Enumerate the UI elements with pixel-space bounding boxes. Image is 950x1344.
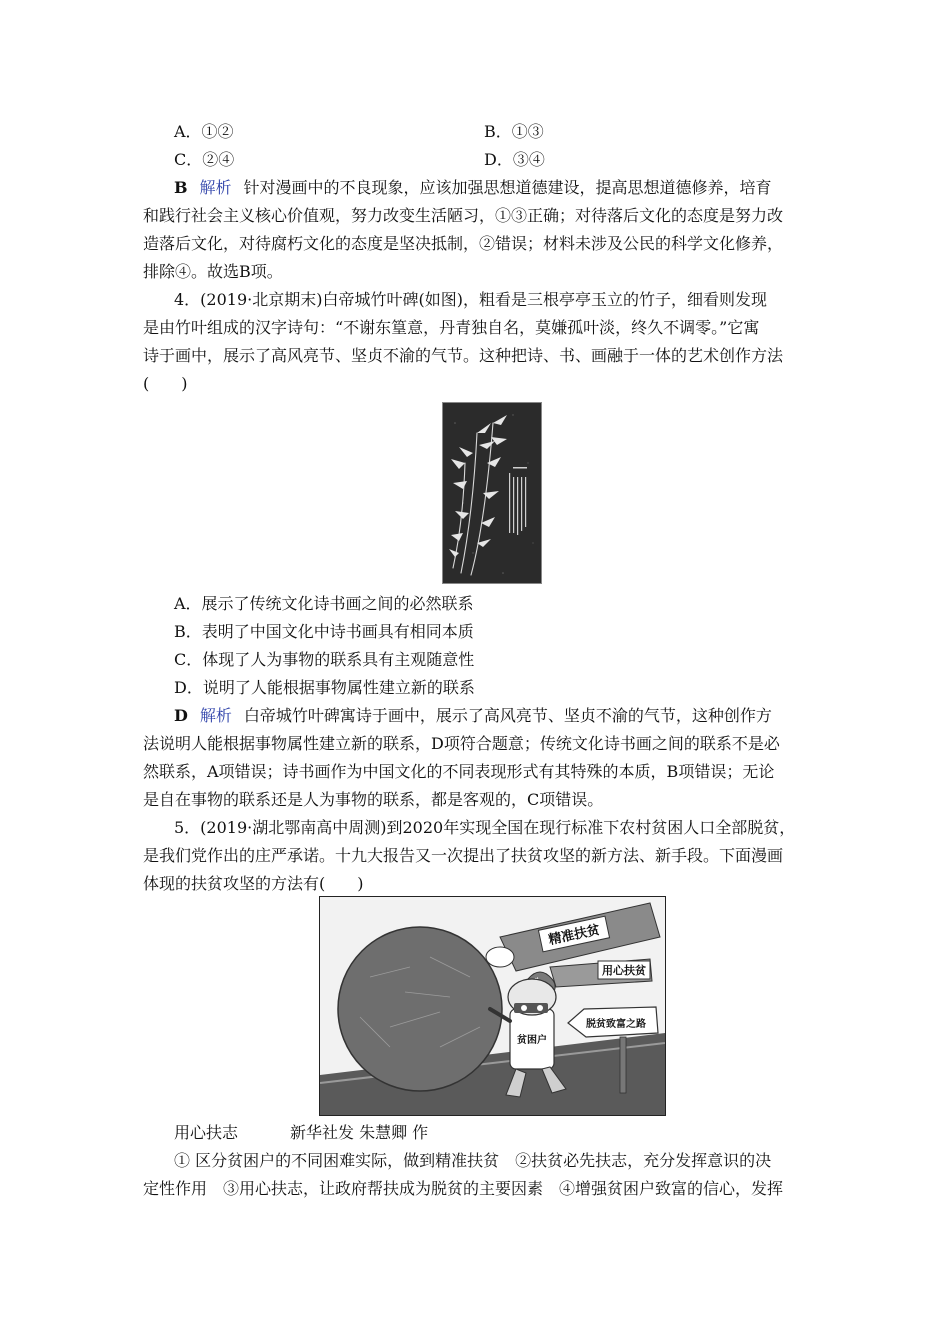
cartoon-caption-author: 新华社发 朱慧卿 作 [290,1123,429,1142]
q4-answer: D [174,706,188,725]
q4-analysis-text: 白帝城竹叶碑寓诗于画中，展示了高风亮节、坚贞不渝的气节，这种创作方 [243,706,772,725]
q3-analysis-text: 针对漫画中的不良现象，应该加强思想道德建设，提高思想道德修养，培育 [243,178,772,197]
q4-stem-line-4: ( ) [143,374,188,393]
q4-analysis-line-2: 法说明人能根据事物属性建立新的联系，D项符合题意；传统文化诗书画之间的联系不是必 [143,734,780,753]
cartoon-caption-title: 用心扶志 [174,1123,239,1142]
q4-stem-line-2: 是由竹叶组成的汉字诗句：“不谢东篁意，丹青独自名，莫嫌孤叶淡，终久不调零。”它寓 [143,318,760,337]
q3-analysis-line-3: 造落后文化，对待腐朽文化的态度是坚决抵制，②错误；材料未涉及公民的科学文化修养， [143,234,784,253]
bamboo-stele-image [442,402,542,584]
poverty-cartoon-drawing [320,897,665,1115]
q3-answer: B [174,178,188,197]
poverty-cartoon-image [319,896,666,1116]
q3-option-c: C．②④ [174,150,235,169]
q5-items-line-2: 定性作用 ③用心扶志，让政府帮扶成为脱贫的主要因素 ④增强贫困户致富的信心，发挥 [143,1179,784,1198]
q3-analysis-label: 解析 [199,178,232,197]
q4-analysis-line-4: 是自在事物的联系还是人为事物的联系，都是客观的，C项错误。 [143,790,604,809]
q4-analysis-label: 解析 [199,706,232,725]
q4-option-c: C．体现了人为事物的联系具有主观随意性 [174,650,475,669]
q3-option-d: D．③④ [484,150,545,169]
q3-option-a: A．①② [174,122,234,141]
q3-analysis-line-4: 排除④。故选B项。 [143,262,283,281]
label-poor-household: 贫困户 [517,1035,547,1046]
q4-option-a: A．展示了传统文化诗书画之间的必然联系 [174,594,474,613]
q5-stem-line-1: 5．(2019·湖北鄂南高中周测)到2020年实现全国在现行标准下农村贫困人口全部脱贫， [174,818,796,837]
q5-items-line-1: ① 区分贫困户的不同困难实际，做到精准扶贫 ②扶贫必先扶志，充分发挥意识的决 [174,1151,772,1170]
label-precise-poverty: 精准扶贫 [547,922,602,949]
bamboo-stele-drawing [443,403,541,583]
q4-analysis-line-3: 然联系，A项错误；诗书画作为中国文化的不同表现形式有其特殊的本质，B项错误；无论 [143,762,775,781]
q5-stem-line-2: 是我们党作出的庄严承诺。十九大报告又一次提出了扶贫攻坚的新方法、新手段。下面漫画 [143,846,784,865]
q3-analysis-line-2: 和践行社会主义核心价值观，努力改变生活陋习，①③正确；对待落后文化的态度是努力改 [143,206,784,225]
label-heart-poverty: 用心扶贫 [602,964,646,977]
q3-analysis-line-1 [174,174,854,202]
q5-stem-line-3: 体现的扶贫攻坚的方法有( ) [143,874,364,893]
q4-analysis-line-1 [174,702,854,730]
q4-option-b: B．表明了中国文化中诗书画具有相同本质 [174,622,474,641]
q3-option-b: B．①③ [484,122,544,141]
q4-option-d: D．说明了人能根据事物属性建立新的联系 [174,678,475,697]
q4-stem-line-3: 诗于画中，展示了高风亮节、坚贞不渝的气节。这种把诗、书、画融于一体的艺术创作方法 [143,346,784,365]
label-road-sign: 脱贫致富之路 [586,1019,646,1030]
q4-stem-line-1: 4．(2019·北京期末)白帝城竹叶碑(如图)，粗看是三根亭亭玉立的竹子，细看则发现 [174,290,767,309]
